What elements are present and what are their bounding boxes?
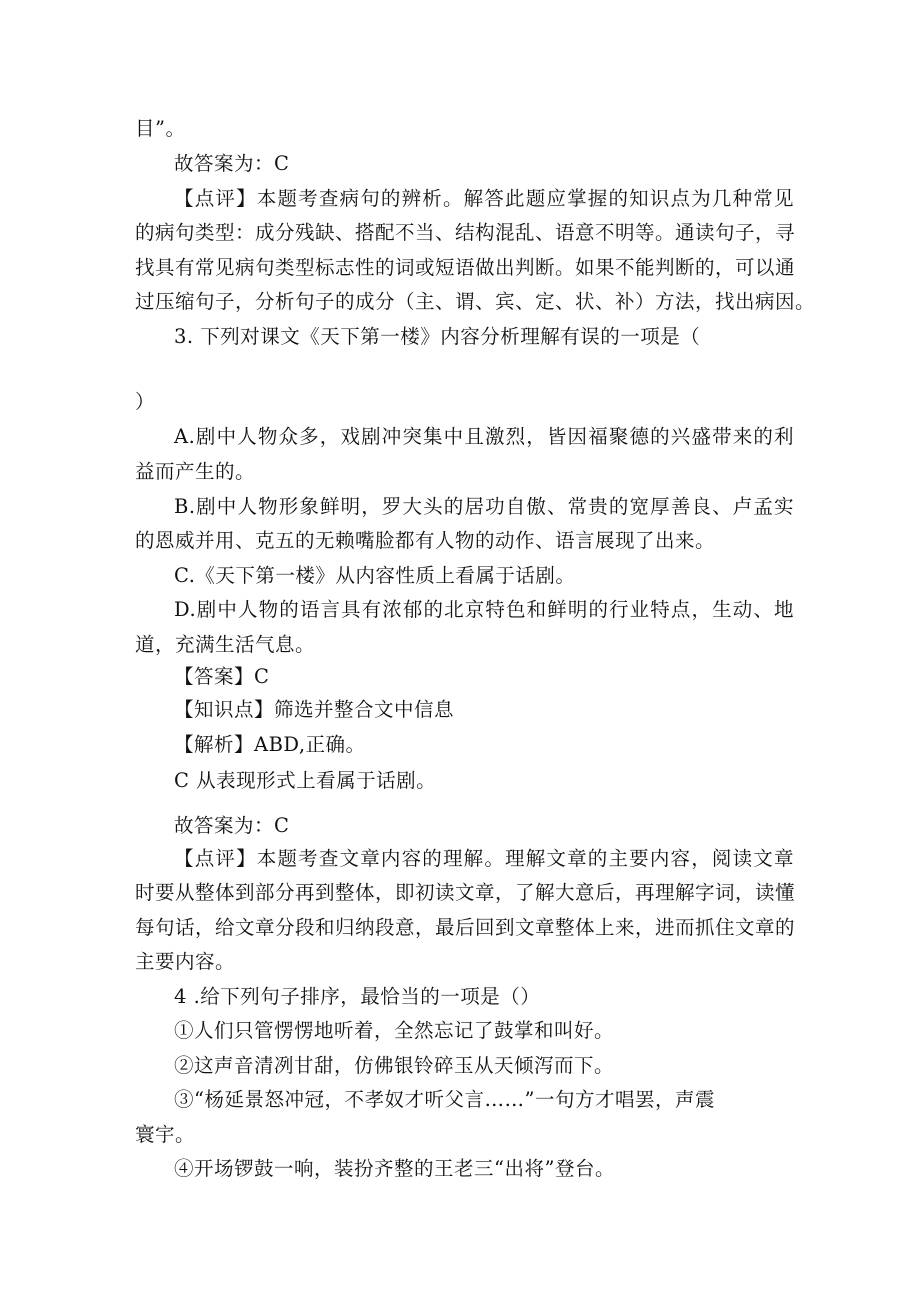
sentence-4: ④开场锣鼓一响，装扮齐整的王老三“出将”登台。 [174, 1157, 615, 1180]
text-line: 的恩威并用、克五的无赖嘴脸都有人物的动作、语言展现了出来。 [135, 529, 716, 552]
question-4-stem: 4 .给下列句子排序，最恰当的一项是（） [174, 985, 541, 1008]
option-b: B.剧中人物形象鲜明，罗大头的居功自傲、常贵的宽厚善良、卢孟实 [174, 495, 794, 518]
text-line: 目”。 [135, 117, 186, 140]
sentence-1: ①人们只管愣愣地听着，全然忘记了鼓掌和叫好。 [174, 1019, 615, 1042]
text-line: 每句话，给文章分段和归纳段意，最后回到文章整体上来，进而抓住文章的 [135, 916, 796, 939]
text-line: 寰宇。 [135, 1123, 196, 1146]
text-line: 道，充满生活气息。 [135, 633, 316, 656]
text-line: 故答案为：C [174, 814, 290, 837]
text-line: 【点评】本题考查病句的辨析。解答此题应掌握的知识点为几种常见 [174, 187, 794, 210]
text-line: 找具有常见病句类型标志性的词或短语做出判断。如果不能判断的，可以通 [135, 256, 796, 279]
text-line: 的病句类型：成分残缺、搭配不当、结构混乱、语意不明等。通读句子，寻 [135, 221, 796, 244]
option-a: A.剧中人物众多，戏剧冲突集中且激烈，皆因福聚德的兴盛带来的利 [174, 425, 794, 448]
text-line: ） [135, 390, 156, 413]
sentence-3: ③“杨延景怒冲冠，不孝奴才听父言……”一句方才唱罢，声震 [174, 1088, 715, 1111]
question-3-stem: 3. 下列对课文《天下第一楼》内容分析理解有误的一项是（ [174, 325, 701, 348]
knowledge-point: 【知识点】筛选并整合文中信息 [174, 698, 455, 721]
comment-line: 【点评】本题考查文章内容的理解。理解文章的主要内容，阅读文章 [174, 847, 794, 870]
text-line: C 从表现形式上看属于话剧。 [174, 769, 437, 792]
text-line: 主要内容。 [135, 950, 236, 973]
text-line: 过压缩句子，分析句子的成分（主、谓、宾、定、状、补）方法，找出病因。 [135, 290, 816, 313]
text-line: 益而产生的。 [135, 460, 256, 483]
option-d: D.剧中人物的语言具有浓郁的北京特色和鲜明的行业特点，生动、地 [174, 598, 794, 621]
text-line: 故答案为：C [174, 152, 290, 175]
answer-label: 【答案】C [174, 665, 270, 688]
option-c: C.《天下第一楼》从内容性质上看属于话剧。 [174, 564, 576, 587]
sentence-2: ②这声音清冽甘甜，仿佛银铃碎玉从天倾泻而下。 [174, 1054, 615, 1077]
text-line: 时要从整体到部分再到整体，即初读文章，了解大意后，再理解字词，读懂 [135, 881, 796, 904]
analysis-label: 【解析】ABD,正确。 [174, 733, 366, 756]
